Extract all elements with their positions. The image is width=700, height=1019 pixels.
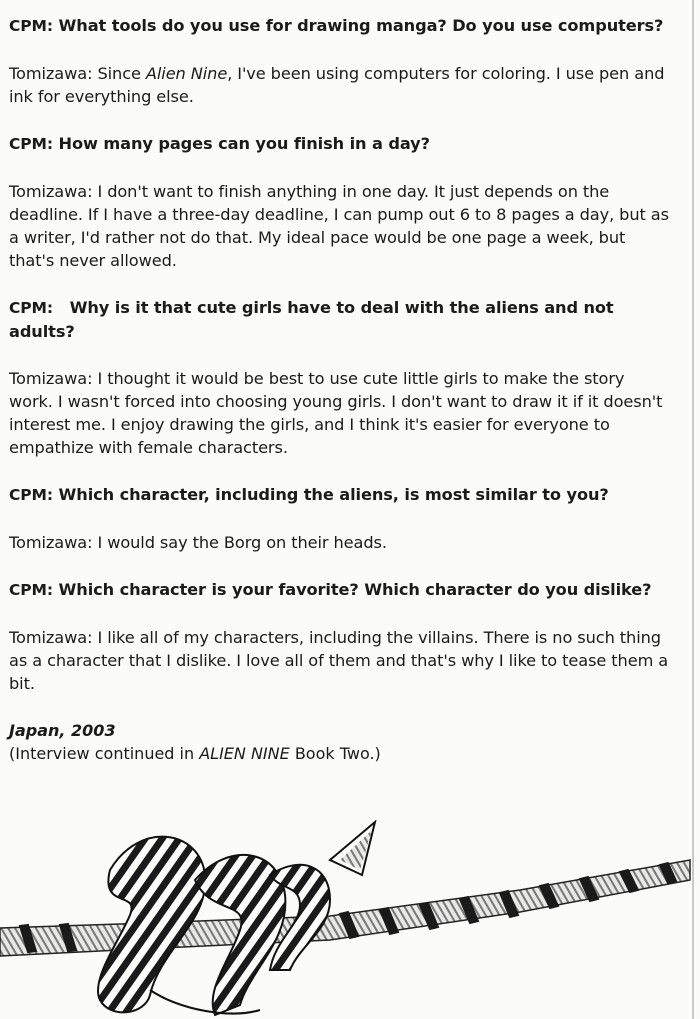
speaker-tomizawa: Tomizawa: [9, 369, 93, 388]
question-text: Why is it that cute girls have to deal with the aliens and not adults? [9, 298, 614, 341]
answer-text-post: , I've been using computers for coloring. I use pen and ink for everything else. [9, 64, 665, 106]
speaker-cpm: CPM: [9, 299, 53, 317]
question-text: How many pages can you finish in a day? [58, 134, 430, 153]
speaker-tomizawa: Tomizawa: [9, 64, 93, 83]
answer-text: I like all of my characters, including the villains. There is no such thing as a character that I dislike. I love all of them and that's why I like to tease them a bit. [9, 628, 669, 693]
question-text: Which character is your favorite? Which character do you dislike? [58, 580, 652, 599]
ribbon-illustration [0, 820, 700, 1019]
answer-title: Alien Nine [145, 64, 228, 83]
answer-text-pre: Since [97, 64, 146, 83]
speaker-cpm: CPM: [9, 581, 53, 599]
speaker-tomizawa: Tomizawa: [9, 533, 93, 552]
question-2 [9, 132, 669, 156]
speaker-cpm: CPM: [9, 486, 53, 504]
answer-text: I would say the Borg on their heads. [97, 533, 387, 552]
speaker-tomizawa: Tomizawa: [9, 182, 93, 201]
continued-title: ALIEN NINE [199, 744, 290, 763]
question-5 [9, 578, 669, 602]
answer-5 [9, 626, 669, 695]
answer-3 [9, 367, 669, 459]
answer-text: I thought it would be best to use cute little girls to make the story work. I wasn't forced into choosing young girls. I don't want to draw it if it doesn't interest me. I enjoy drawing the girls, and I think it's easier for everyone to empathize with female characters. [9, 369, 663, 457]
question-text: What tools do you use for drawing manga? Do you use computers? [58, 16, 664, 35]
answer-text: I don't want to finish anything in one day. It just depends on the deadline. If I have a three-day deadline, I can pump out 6 to 8 pages a day, but as a writer, I'd rather not do that. My ideal pace would be one page a week, but that's never allowed. [9, 182, 669, 270]
question-3 [9, 296, 669, 343]
question-1 [9, 14, 669, 38]
continued-pre: (Interview continued in [9, 744, 200, 763]
dateline [9, 719, 669, 742]
answer-4 [9, 531, 669, 554]
answer-1 [9, 62, 669, 108]
question-text: Which character, including the aliens, is most similar to you? [58, 485, 609, 504]
interview-text [9, 14, 669, 765]
answer-2 [9, 180, 669, 272]
speaker-cpm: CPM: [9, 17, 53, 35]
speaker-tomizawa: Tomizawa: [9, 628, 93, 647]
speaker-cpm: CPM: [9, 135, 53, 153]
question-4 [9, 483, 669, 507]
continued-note [9, 742, 669, 765]
place-date: Japan, 2003 [9, 721, 116, 740]
continued-post: Book Two.) [289, 744, 381, 763]
